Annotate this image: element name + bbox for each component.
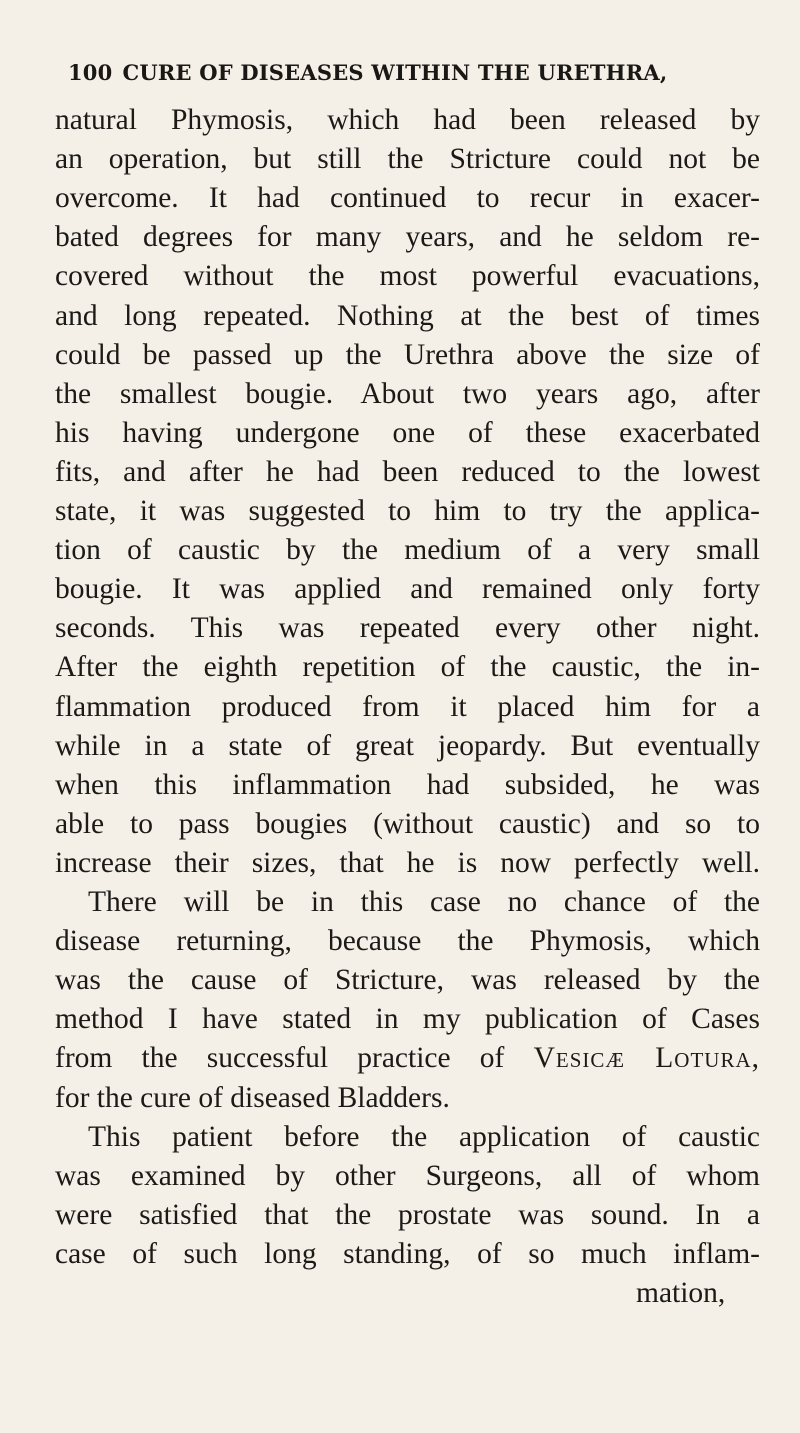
text-line: his having undergone one of these exacerbated	[55, 416, 760, 449]
text-line: bated degrees for many years, and he seldom re-	[55, 221, 760, 254]
text-line: seconds. This was repeated every other night.	[55, 612, 760, 645]
text-line: able to pass bougies (without caustic) and so to	[55, 807, 760, 840]
text-line: This patient before the application of caustic	[88, 1120, 760, 1153]
text-line: flammation produced from it placed him for a	[55, 690, 760, 723]
text-line: increase their sizes, that he is now perfectly well.	[55, 846, 760, 879]
text-line: There will be in this case no chance of the	[88, 886, 760, 918]
text-line: the smallest bougie. About two years ago, after	[55, 377, 760, 410]
text-line: case of such long standing, of so much inflam-	[55, 1237, 760, 1270]
page-number: 100	[68, 60, 113, 85]
text-line: when this inflammation had subsided, he was	[55, 768, 760, 801]
text-line: for the cure of diseased Bladders.	[55, 1081, 450, 1114]
text-line: state, it was suggested to him to try the applica-	[55, 495, 760, 527]
text-line: method I have stated in my publication of Cases	[55, 1003, 760, 1036]
text-line: natural Phymosis, which had been released by	[55, 104, 760, 136]
text-line: After the eighth repetition of the caustic, the in-	[55, 651, 760, 684]
running-header	[68, 60, 748, 85]
text-line: and long repeated. Nothing at the best of times	[55, 299, 760, 332]
text-line: fits, and after he had been reduced to the lowest	[55, 455, 760, 488]
text-line: was the cause of Stricture, was released by the	[55, 964, 760, 997]
text-line: was examined by other Surgeons, all of whom	[55, 1159, 760, 1192]
text-line: while in a state of great jeopardy. But eventually	[55, 729, 760, 762]
text-line: bougie. It was applied and remained only forty	[55, 573, 760, 606]
small-caps-term: Vesicæ Lotura,	[533, 1042, 761, 1075]
text-line: tion of caustic by the medium of a very small	[55, 534, 760, 567]
text-line: an operation, but still the Stricture could not be	[55, 143, 760, 176]
text-line: covered without the most powerful evacuations,	[55, 260, 760, 293]
text-line: mation,	[636, 1277, 726, 1309]
text-line: from the successful practice of Vesicæ Lotura,	[55, 1042, 761, 1075]
running-title: CURE OF DISEASES WITHIN THE URETHRA,	[122, 60, 668, 85]
text-line: disease returning, because the Phymosis, which	[55, 925, 760, 958]
text-line: could be passed up the Urethra above the size of	[55, 338, 760, 371]
text-line: were satisfied that the prostate was sound. In a	[55, 1198, 760, 1231]
text-line: overcome. It had continued to recur in exacer-	[55, 182, 760, 215]
